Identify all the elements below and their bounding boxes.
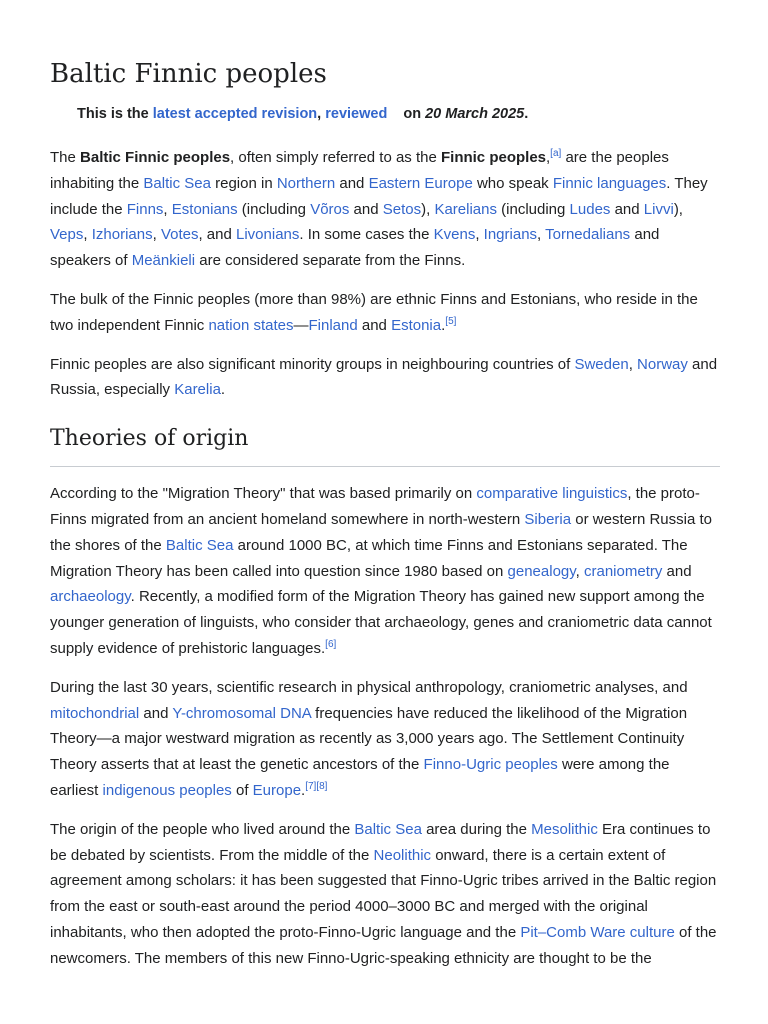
text: frequencies have reduced the likelihood of the Migration Theory—a major westward migration as recently as 3,000 years ago. The Settlement Continuity Theory asserts that at least the genetic ancestors of the: [50, 704, 688, 774]
link-craniometry[interactable]: craniometry: [584, 562, 663, 580]
ref-7-8[interactable]: [305, 781, 327, 792]
link-nation-states[interactable]: nation states: [208, 316, 294, 334]
text: who speak: [472, 174, 553, 192]
link-baltic-sea[interactable]: Baltic Sea: [165, 536, 234, 554]
ref-6[interactable]: [325, 639, 336, 650]
text: ,: [83, 226, 92, 244]
bold-term: Baltic Finnic peoples: [80, 149, 231, 166]
text: and: [335, 174, 369, 192]
text: region in: [210, 174, 277, 192]
link-finnic-languages[interactable]: Finnic languages: [552, 174, 667, 192]
text: and: [139, 704, 173, 722]
latest-accepted-revision-link[interactable]: latest accepted revision: [152, 106, 318, 122]
intro-paragraph-2: [50, 287, 720, 339]
text: of the newcomers. The members of this new Finno-Ugric-speaking ethnicity are thought to be the: [50, 923, 717, 967]
revision-notice: [77, 104, 720, 124]
text: During the last 30 years, scientific research in physical anthropology, craniometric analyses, and: [50, 678, 688, 696]
link-baltic-sea[interactable]: Baltic Sea: [143, 174, 211, 192]
link-tornedalians[interactable]: Tornedalians: [545, 226, 631, 244]
section-heading-theories-of-origin: Theories of origin: [50, 425, 720, 467]
text: are considered separate from the Finns.: [195, 252, 466, 270]
text: .: [220, 381, 226, 399]
footnote-link[interactable]: [8]: [316, 780, 328, 792]
text: ,: [575, 562, 584, 580]
link-ludes[interactable]: Ludes: [569, 200, 611, 218]
origin-paragraph-2: [50, 675, 720, 804]
link-siberia[interactable]: Siberia: [524, 510, 572, 528]
link-karelia[interactable]: Karelia: [174, 381, 221, 399]
text: ,: [475, 226, 484, 244]
link-archaeology[interactable]: archaeology: [50, 588, 131, 606]
link-kvens[interactable]: Kvens: [433, 226, 476, 244]
link-estonians[interactable]: Estonians: [171, 200, 238, 218]
text: or western Russia to the shores of the: [50, 510, 712, 554]
text: The origin of the people who lived around the: [50, 820, 355, 838]
text: ,: [628, 355, 638, 373]
link-norway[interactable]: Norway: [637, 355, 688, 373]
text: area during the: [421, 820, 532, 838]
text: and speakers of: [50, 226, 660, 270]
bold-term: Finnic peoples: [440, 149, 546, 166]
footnote-link[interactable]: [6]: [325, 638, 337, 650]
link-meankieli[interactable]: Meänkieli: [131, 252, 196, 270]
link-pit-comb-ware-culture[interactable]: Pit–Comb Ware culture: [520, 923, 675, 941]
revision-prefix: This is the: [77, 106, 149, 122]
link-mitochondrial[interactable]: mitochondrial: [50, 704, 140, 722]
link-finns[interactable]: Finns: [126, 200, 164, 218]
text: , the proto-Finns migrated from an ancient homeland somewhere in north-western: [50, 485, 700, 528]
link-veps[interactable]: Veps: [50, 226, 84, 244]
text: , and: [198, 226, 236, 244]
footnote-link[interactable]: [a]: [550, 148, 562, 159]
footnote-link[interactable]: [7]: [305, 780, 317, 792]
text: ),: [421, 200, 435, 218]
text: —: [293, 316, 309, 334]
text: ),: [673, 200, 683, 218]
intro-paragraph-1: [50, 145, 720, 274]
text: .: [301, 781, 306, 799]
text: . Recently, a modified form of the Migration Theory has gained new support among the younger generation of linguists, who consider that archaeology, genes and craniometric data cannot supply evidence of prehistoric languages.: [50, 588, 712, 657]
text: ,: [152, 226, 161, 244]
link-europe[interactable]: Europe: [252, 781, 302, 799]
link-comparative-linguistics[interactable]: comparative linguistics: [476, 485, 628, 503]
text: ,: [163, 200, 172, 218]
revision-on: on: [403, 106, 422, 122]
text: around 1000 BC, at which time Finns and Estonians separated. The Migration Theory has been called into question since 1980 based on: [50, 536, 688, 580]
text: were among the earliest: [50, 756, 670, 799]
link-livvi[interactable]: Livvi: [643, 200, 674, 218]
link-finland[interactable]: Finland: [308, 316, 358, 334]
footnote-link[interactable]: [5]: [445, 315, 457, 327]
text: . In some cases the: [299, 226, 434, 244]
text: Era continues to be debated by scientists. From the middle of the: [50, 820, 711, 864]
link-northern[interactable]: Northern: [276, 174, 336, 192]
text: and: [349, 200, 383, 218]
link-indigenous-peoples[interactable]: indigenous peoples: [102, 781, 232, 799]
link-genealogy[interactable]: genealogy: [507, 562, 576, 580]
link-voros[interactable]: Võros: [310, 200, 350, 218]
ref-5[interactable]: [445, 316, 456, 327]
link-baltic-sea[interactable]: Baltic Sea: [354, 820, 422, 838]
revision-period: .: [524, 106, 529, 122]
link-karelians[interactable]: Karelians: [434, 200, 497, 218]
ref-a[interactable]: [550, 148, 561, 159]
text: The bulk of the Finnic peoples (more than 98%) are ethnic Finns and Estonians, who reside in the two independent Finnic: [50, 290, 698, 334]
text: The: [50, 149, 81, 166]
link-ingrians[interactable]: Ingrians: [483, 226, 538, 244]
link-setos[interactable]: Setos: [382, 200, 422, 218]
text: (including: [237, 200, 311, 218]
page-title: Baltic Finnic peoples: [50, 59, 327, 89]
link-votes[interactable]: Votes: [160, 226, 199, 244]
reviewed-link[interactable]: reviewed: [325, 106, 388, 122]
text: ,: [546, 149, 551, 166]
text: .: [441, 316, 446, 334]
link-izhorians[interactable]: Izhorians: [91, 226, 153, 244]
text: According to the "Migration Theory" that was based primarily on: [50, 485, 477, 503]
revision-date: 20 March 2025: [425, 106, 525, 122]
link-eastern-europe[interactable]: Eastern Europe: [368, 174, 473, 192]
text: ,: [537, 226, 546, 244]
link-sweden[interactable]: Sweden: [574, 355, 629, 373]
origin-paragraph-1: [50, 481, 720, 662]
link-neolithic[interactable]: Neolithic: [373, 846, 432, 864]
text: onward, there is a certain extent of agreement among scholars: it has been suggested that Finno-Ugric tribes arrived in the Baltic region from the east or south-east around the period 4000–3000 BC and merged with the original inhabitants, who then adopted the proto-Finno-Ugric language and the: [50, 846, 717, 941]
link-finno-ugric-peoples[interactable]: Finno-Ugric peoples: [423, 756, 558, 774]
text: and: [610, 200, 644, 218]
text: Finnic peoples are also significant minority groups in neighbouring countries of: [50, 355, 575, 373]
text: , often simply referred to as the: [230, 149, 441, 166]
origin-paragraph-3: [50, 817, 720, 972]
text: and: [662, 562, 692, 580]
text: of: [231, 781, 253, 799]
text: are the peoples inhabiting the: [50, 149, 669, 192]
intro-paragraph-3: [50, 352, 720, 404]
text: and Russia, especially: [50, 355, 718, 399]
text: . They include the: [50, 174, 708, 218]
link-y-chromosomal-dna[interactable]: Y-chromosomal DNA: [172, 704, 311, 722]
link-livonians[interactable]: Livonians: [236, 226, 300, 244]
link-mesolithic[interactable]: Mesolithic: [531, 820, 598, 838]
text: (including: [497, 200, 570, 218]
text: and: [357, 316, 392, 334]
revision-comma: ,: [317, 106, 322, 122]
link-estonia[interactable]: Estonia: [391, 316, 442, 334]
